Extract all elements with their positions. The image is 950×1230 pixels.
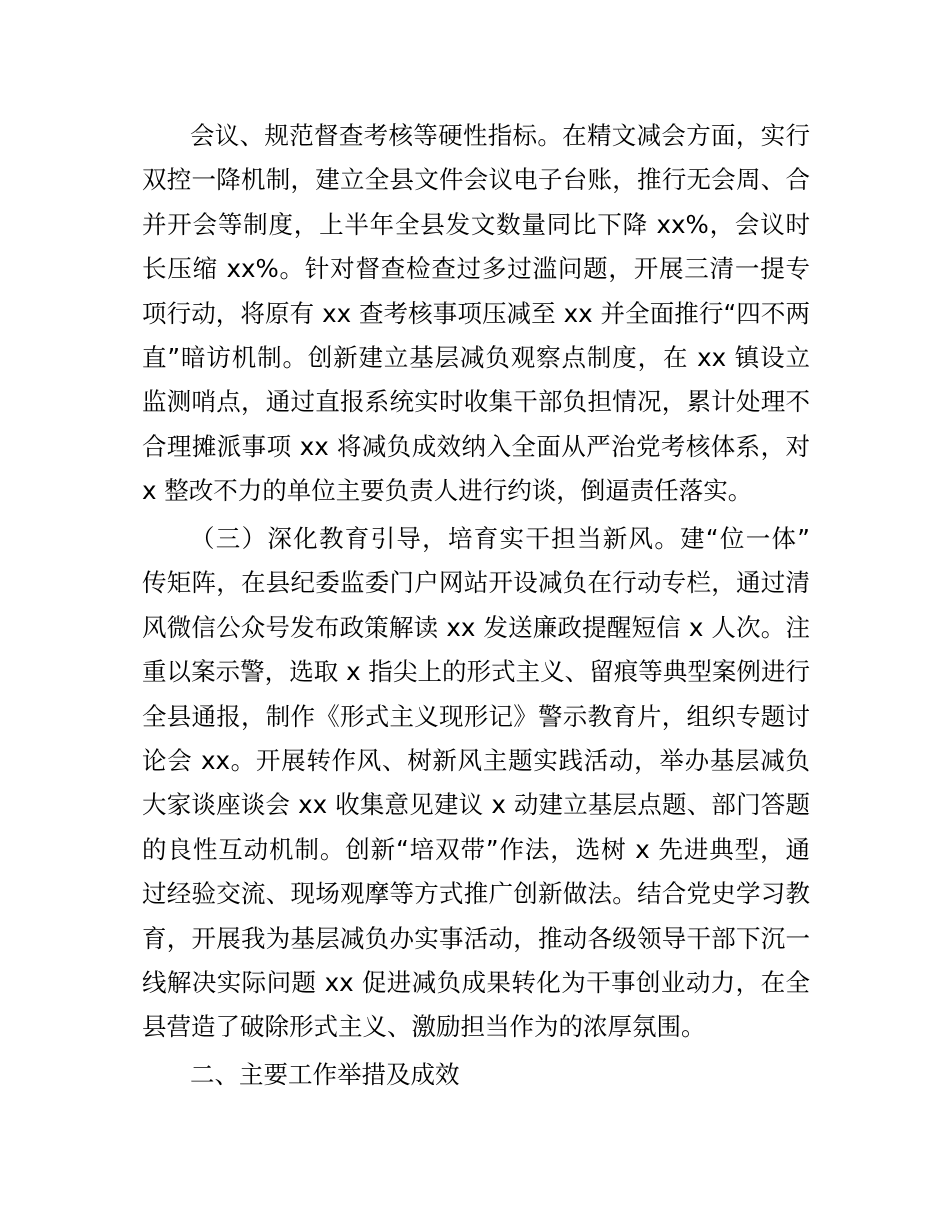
text-line: 长压缩 xx%。针对督查检查过多过滥问题，开展三清一提专 [142,254,810,284]
text-line: 项行动，将原有 xx 查考核事项压减至 xx 并全面推行“四不两 [142,298,810,328]
text-line: 的良性互动机制。创新“培双带”作法，选树 x 先进典型，通 [142,834,810,864]
section-heading-text: 二、主要工作举措及成效 [190,1060,460,1089]
text-line: 并开会等制度，上半年全县发文数量同比下降 xx%，会议时 [142,209,810,239]
text-line: 监测哨点，通过直报系统实时收集干部负担情况，累计处理不 [142,387,810,417]
text-line: 合理摊派事项 xx 将减负成效纳入全面从严治党考核体系，对 [142,431,810,461]
text-line: 大家谈座谈会 xx 收集意见建议 x 动建立基层点题、部门答题 [142,790,810,820]
text-line: 县营造了破除形式主义、激励担当作为的浓厚氛围。 [142,1012,706,1042]
text-line: x 整改不力的单位主要负责人进行约谈，倒逼责任落实。 [142,476,753,506]
text-line: 双控一降机制，建立全县文件会议电子台账，推行无会周、合 [142,165,810,195]
text-line: 会议、规范督查考核等硬性指标。在精文减会方面，实行 [190,121,810,150]
section-heading [142,1053,810,1097]
text-line: 直”暗访机制。创新建立基层减负观察点制度，在 xx 镇设立 [142,342,810,372]
text-line: 论会 xx。开展转作风、树新风主题实践活动，举办基层减负 [142,745,810,775]
paragraph-education-guidance [142,517,810,1050]
text-line: 风微信公众号发布政策解读 xx 发送廉政提醒短信 x 人次。注 [142,612,810,642]
text-line: （三）深化教育引导，培育实干担当新风。建“位一体” [190,524,810,553]
text-line: 全县通报，制作《形式主义现形记》警示教育片，组织专题讨 [142,701,810,731]
text-line: 传矩阵，在县纪委监委门户网站开设减负在行动专栏，通过清 [142,568,810,598]
text-line: 重以案示警，选取 x 指尖上的形式主义、留痕等典型案例进行 [142,657,810,687]
text-line: 线解决实际问题 xx 促进减负成果转化为干事创业动力，在全 [142,967,810,997]
text-line: 育，开展我为基层减负办实事活动，推动各级领导干部下沉一 [142,923,810,953]
text-line: 过经验交流、现场观摩等方式推广创新做法。结合党史学习教 [142,879,810,909]
paragraph-document-reduction [142,114,810,514]
